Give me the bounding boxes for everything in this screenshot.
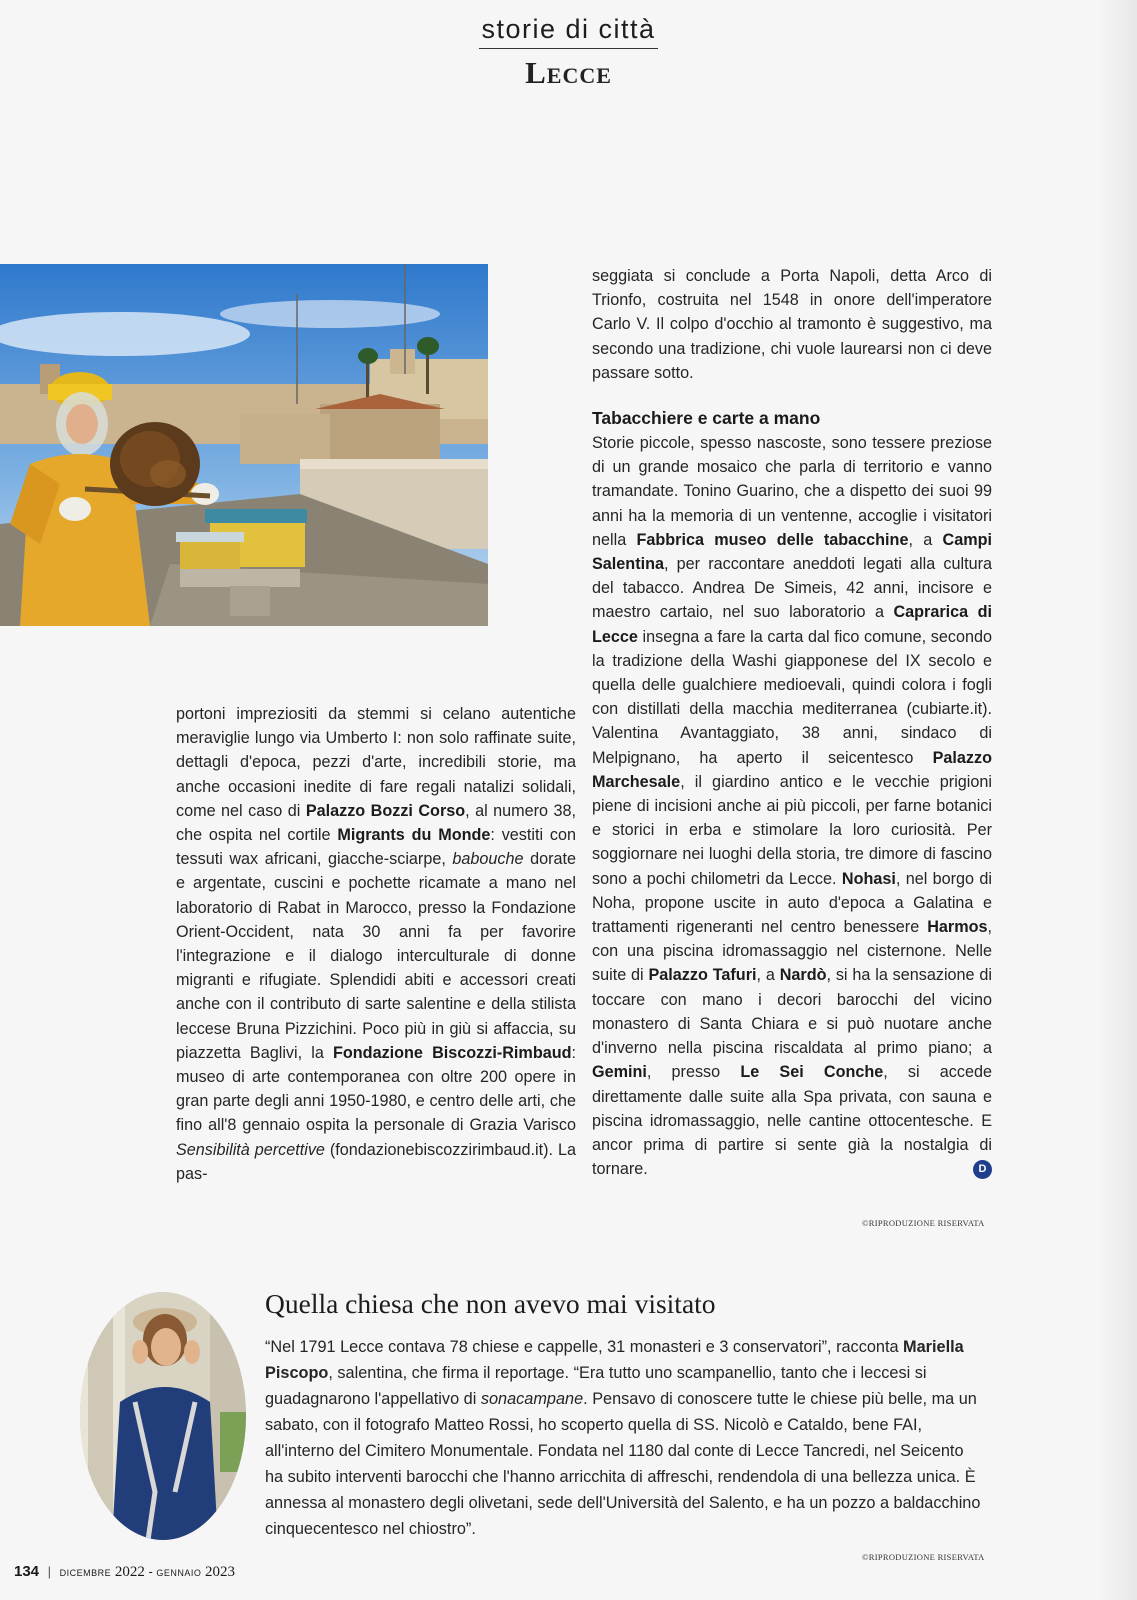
author-name: Mariella Piscopo: [265, 1338, 964, 1382]
copyright-notice: ©RIPRODUZIONE RISERVATA: [862, 1218, 985, 1228]
right-column: [592, 264, 992, 1181]
paragraph: Storie piccole, spesso nascoste, sono tessere preziose di un grande mosaico che parla di territorio e vanno tramandate. Tonino Guarino, che a dispetto dei suoi 99 anni ha la memoria di un ventenne, accoglie i visitatori nella Fabbrica museo delle tabacchine, a Campi Salentina, per raccontare aneddoti legati alla cultura del tabacco. Andrea De Simeis, 42 anni, incisore e maestro cartaio, nel suo laboratorio a Caprarica di Lecce insegna a fare la carta dal fico comune, secondo la tradizione della Washi giapponese del IX secolo e quella delle gualchiere medioevali, quindi colora i fogli con distillati della macchia mediterranea (cubiarte.it). Valentina Avantaggiato, 38 anni, sindaco di Melpignano, ha aperto il seicentesco Palazzo Marchesale, il giardino antico e le vecchie prigioni piene di incisioni anche ai più piccoli, per farne botanici e storici in erba e stimolare la loro curiosità. Per soggiornare nei luoghi della storia, tre dimore di fascino sono a pochi chilometri da Lecce. Nohasi, nel borgo di Noha, propone uscite in auto d'epoca a Galatina e trattamenti rigeneranti nel centro benessere Harmos, con una piscina idromassaggio nel cisternone. Nelle suite di Palazzo Tafuri, a Nardò, si ha la sensazione di toccare con mano i decori barocchi del vicino monastero di Santa Chiara e si può nuotare anche d'inverno nella piscina riscaldata al primo piano; a Gemini, presso Le Sei Conche, si accede direttamente dalle suite alla Spa privata, con sauna e piscina idromassaggio, nelle cantine ottocentesche. E ancor prima di partire si sente già la nostalgia di tornare. D: [592, 434, 993, 1179]
section-title: storie di città: [479, 14, 657, 49]
beekeeper-photo: [0, 264, 488, 626]
page-footer: [14, 1563, 235, 1581]
page-header: [0, 14, 1137, 91]
venue-name: Fondazione Biscozzi-Rimbaud: [333, 1043, 572, 1062]
issue-month: gennaio: [156, 1564, 202, 1579]
paragraph: portoni impreziositi da stemmi si celano autentiche meraviglie lungo via Umberto I: non solo raffinate suite, dettagli d'epoca, pezzi d'arte, incredibili storie, ma anche occasioni inedite di fare regali natalizi solidali, come nel caso di Palazzo Bozzi Corso, al numero 38, che ospita nel cortile Migrants du Monde: vestiti con tessuti wax africani, giacche-sciarpe, babouche dorate e argentate, cuscini e pochette ricamate a mano nel laboratorio di Rabat in Marocco, presso la Fondazione Orient-Occident, nata 30 anni fa per favorire l'integrazione e il dialogo interculturale di donne migranti e rifugiate. Splendidi abiti e accessori creati anche con il contributo di sarte salentine e della stilista leccese Bruna Pizzichini. Poco più in giù si affaccia, su piazzetta Baglivi, la Fondazione Biscozzi-Rimbaud: museo di arte contemporanea con oltre 200 opere in gran parte degli anni 1950-1980, e centro delle arti, che fino all'8 gennaio ospita la personale di Grazia Varisco Sensibilità percettive (fondazionebiscozzirimbaud.it). La pas-: [176, 705, 576, 1183]
end-of-article-icon: D: [973, 1160, 992, 1179]
issue-year: 2023: [205, 1564, 236, 1580]
footer-dash: -: [148, 1564, 153, 1579]
box-text: “Nel 1791 Lecce contava 78 chiese e cappelle, 31 monasteri e 3 conservatori”, racconta Mariella Piscopo, salentina, che firma il reportage. “Era tutto uno scampanellio, tanto che i leccesi si guadagnarono l'appellativo di sonacampane. Pensavo di conoscere tutte le chiese più belle, ma un sabato, con il fotografo Matteo Rossi, ho scoperto quella di SS. Nicolò e Cataldo, bene FAI, all'interno del Cimitero Monumentale. Fondata nel 1180 dal conte di Lecce Tancredi, nel Seicento ha subito interventi barocchi che l'hanno arricchita di affreschi, rendendola di una bellezza unica. È annessa al monastero degli olivetani, sede dell'Università del Salento, e ha un pozzo a baldacchino cinquecentesco nel chiostro”.: [265, 1338, 981, 1538]
subheading: Tabacchiere e carte a mano: [592, 408, 821, 429]
venue-name: Palazzo Bozzi Corso: [305, 801, 466, 820]
city-title: Lecce: [525, 55, 612, 90]
box-title: Quella chiesa che non avevo mai visitato: [265, 1288, 716, 1319]
author-photo: [80, 1292, 246, 1540]
page-edge-shadow: [1097, 0, 1137, 1600]
page-number: 134: [14, 1563, 40, 1580]
paragraph: seggiata si conclude a Porta Napoli, detta Arco di Trionfo, costruita nel 1548 in onore dell'imperatore Carlo V. Il colpo d'occhio al tramonto è suggestivo, ma secondo una tradizione, chi vuole laurearsi non ci deve passare sotto.: [592, 267, 992, 382]
issue-month: dicembre: [59, 1564, 112, 1579]
copyright-notice: ©RIPRODUZIONE RISERVATA: [862, 1552, 985, 1562]
issue-year: 2022: [114, 1564, 145, 1580]
footer-separator: |: [47, 1564, 52, 1579]
venue-name: Migrants du Monde: [337, 826, 491, 845]
left-column: [176, 702, 576, 1186]
